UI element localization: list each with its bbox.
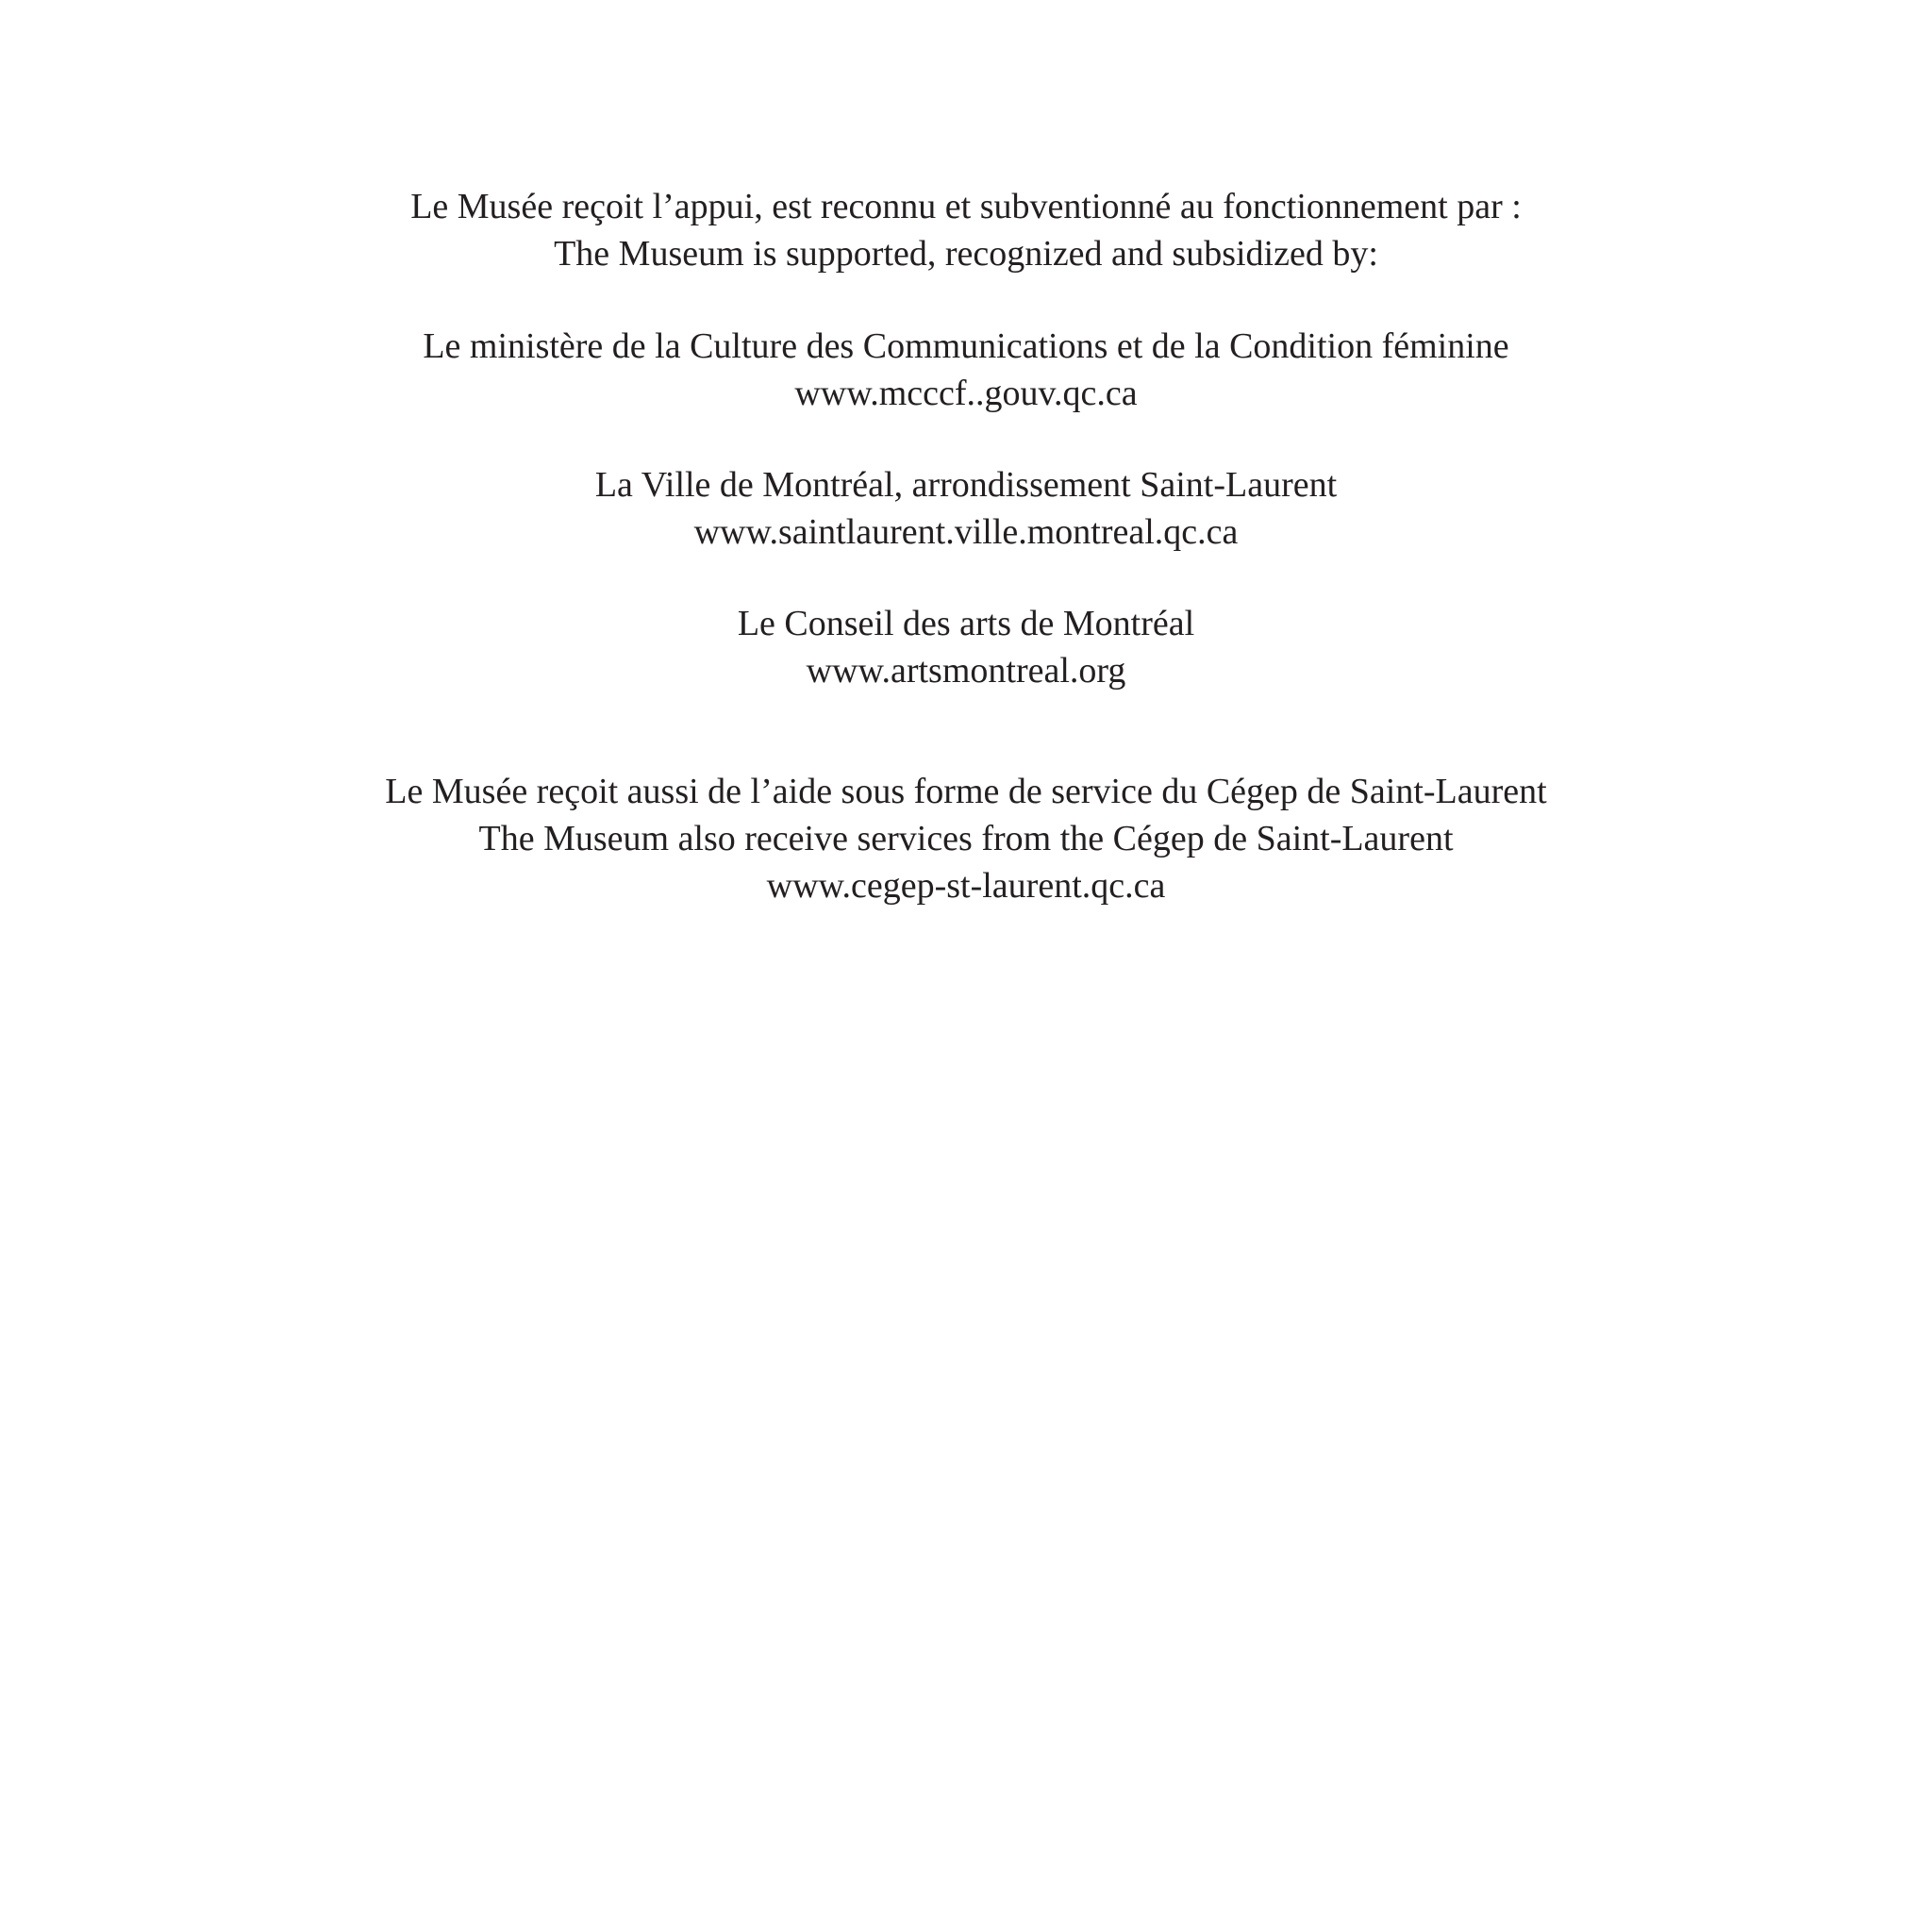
supporter-name: La Ville de Montréal, arrondissement Saint-Laurent [594, 465, 1338, 505]
spacer [0, 277, 1932, 323]
support-credits [0, 183, 1932, 909]
spacer [0, 417, 1932, 461]
intro-text-fr: Le Musée reçoit l’appui, est reconnu et subventionné au fonctionnement par : [410, 187, 1522, 226]
services-text-en: The Museum also receive services from the Cégep de Saint-Laurent [478, 819, 1454, 858]
intro-block [0, 183, 1932, 277]
services-block [0, 768, 1932, 909]
services-url: www.cegep-st-laurent.qc.ca [766, 866, 1166, 906]
supporter-url: www.artsmontreal.org [806, 651, 1126, 691]
spacer [0, 694, 1932, 768]
supporter-url: www.saintlaurent.ville.montreal.qc.ca [693, 512, 1239, 552]
intro-text-en: The Museum is supported, recognized and subsidized by: [554, 234, 1378, 274]
supporter-name: Le ministère de la Culture des Communications et de la Condition féminine [423, 326, 1509, 366]
supporter-city [0, 461, 1932, 556]
supporter-url: www.mcccf..gouv.qc.ca [794, 374, 1138, 413]
services-text-fr: Le Musée reçoit aussi de l’aide sous forme de service du Cégep de Saint-Laurent [385, 772, 1547, 811]
supporter-arts-council [0, 600, 1932, 694]
spacer [0, 556, 1932, 600]
supporter-name: Le Conseil des arts de Montréal [737, 604, 1195, 643]
supporter-ministry [0, 323, 1932, 417]
